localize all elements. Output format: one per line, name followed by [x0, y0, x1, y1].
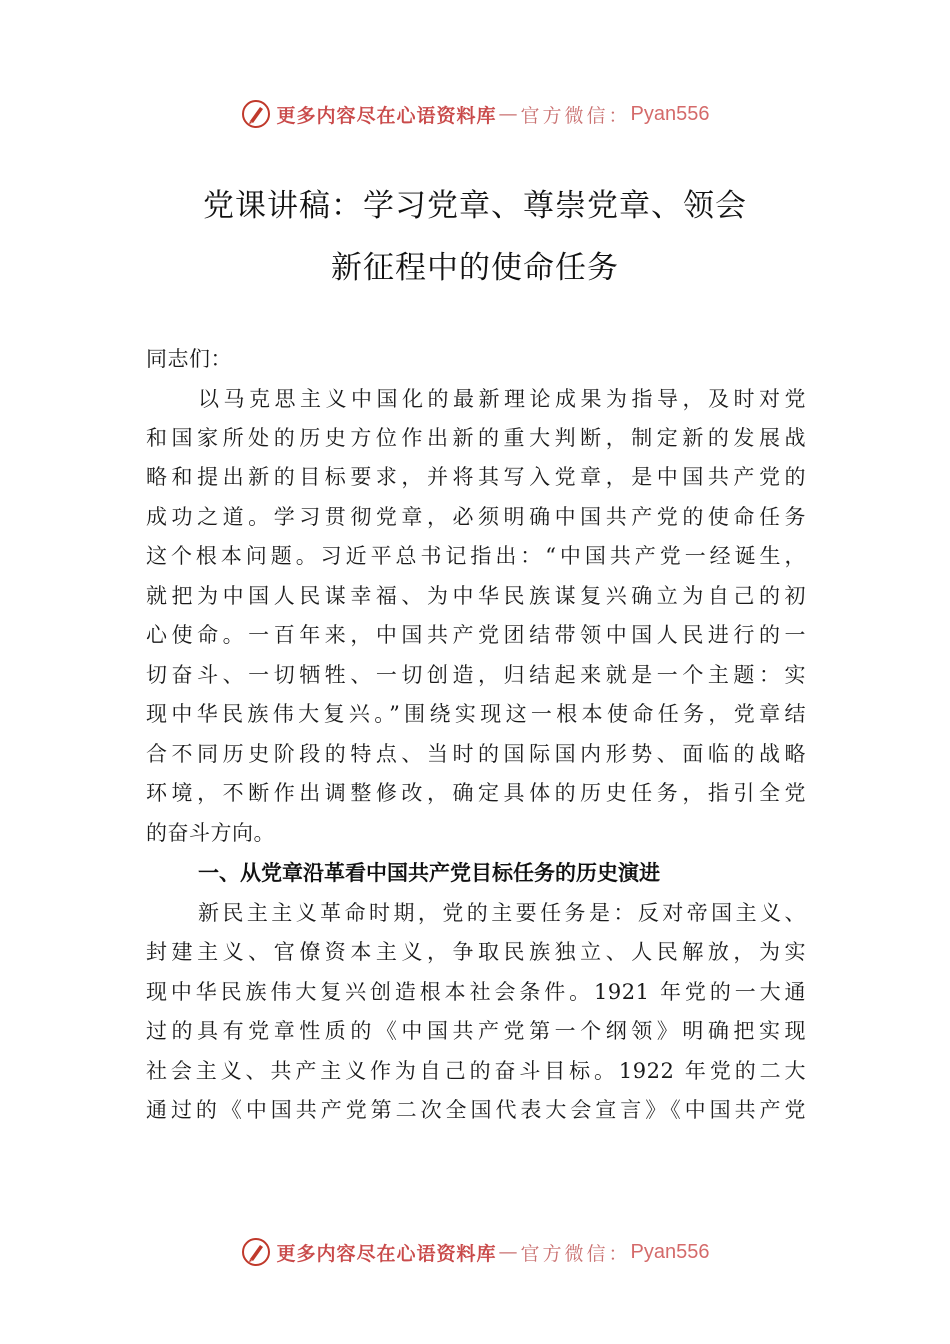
watermark-brand: 更多内容尽在心语资料库 — [276, 1242, 497, 1265]
paragraph-line: 和国家所处的历史方位作出新的重大判断，制定新的发展战 — [146, 426, 806, 450]
watermark-wechat-id: Pyan556 — [630, 1240, 710, 1263]
watermark-wechat-id: Pyan556 — [630, 102, 710, 125]
watermark-separator: — — [498, 1241, 519, 1263]
paragraph-line: 现中华民族伟大复兴。”围绕实现这一根本使命任务，党章结 — [146, 702, 806, 726]
paragraph-line: 略和提出新的目标要求，并将其写入党章，是中国共产党的 — [146, 465, 806, 489]
watermark-header — [0, 94, 950, 134]
paragraph-line: 这个根本问题。习近平总书记指出：“中国共产党一经诞生， — [146, 544, 806, 568]
paragraph-line: 封建主义、官僚资本主义，争取民族独立、人民解放，为实 — [146, 940, 806, 964]
paragraph-line: 过的具有党章性质的《中国共产党第一个纲领》明确把实现 — [146, 1019, 806, 1043]
paragraph-line: 就把为中国人民谋幸福、为中华民族谋复兴确立为自己的初 — [146, 584, 806, 608]
document-title-line-1: 党课讲稿：学习党章、尊崇党章、领会 — [203, 188, 747, 224]
paragraph-line: 成功之道。学习贯彻党章，必须明确中国共产党的使命任务 — [146, 505, 806, 529]
paragraph-line: 现中华民族伟大复兴创造根本社会条件。1921 年党的一大通 — [146, 980, 806, 1004]
document-title-line-2: 新征程中的使命任务 — [331, 250, 619, 286]
section-heading: 一、从党章沿革看中国共产党目标任务的历史演进 — [198, 861, 660, 885]
paragraph-line: 的奋斗方向。 — [146, 821, 275, 845]
pen-logo-icon — [241, 1237, 271, 1267]
paragraph-line: 切奋斗、一切牺牲、一切创造，归结起来就是一个主题：实 — [146, 663, 806, 687]
pen-logo-icon — [241, 99, 271, 129]
paragraph-line: 通过的《中国共产党第二次全国代表大会宣言》《中国共产党 — [146, 1098, 806, 1122]
paragraph-line: 新民主主义革命时期，党的主要任务是：反对帝国主义、 — [198, 901, 806, 925]
paragraph-line: 社会主义、共产主义作为自己的奋斗目标。1922 年党的二大 — [146, 1059, 806, 1083]
paragraph-line: 心使命。一百年来，中国共产党团结带领中国人民进行的一 — [146, 623, 806, 647]
paragraph-line: 环境，不断作出调整修改，确定具体的历史任务，指引全党 — [146, 781, 806, 805]
watermark-wechat-label: 官方微信： — [520, 104, 631, 127]
watermark-footer — [0, 1232, 950, 1272]
watermark-separator: — — [498, 103, 519, 125]
salutation: 同志们： — [146, 347, 232, 371]
watermark-brand: 更多内容尽在心语资料库 — [276, 104, 497, 127]
watermark-wechat-label: 官方微信： — [520, 1242, 631, 1265]
paragraph-line: 合不同历史阶段的特点、当时的国际国内形势、面临的战略 — [146, 742, 806, 766]
paragraph-line: 以马克思主义中国化的最新理论成果为指导，及时对党 — [198, 387, 806, 411]
